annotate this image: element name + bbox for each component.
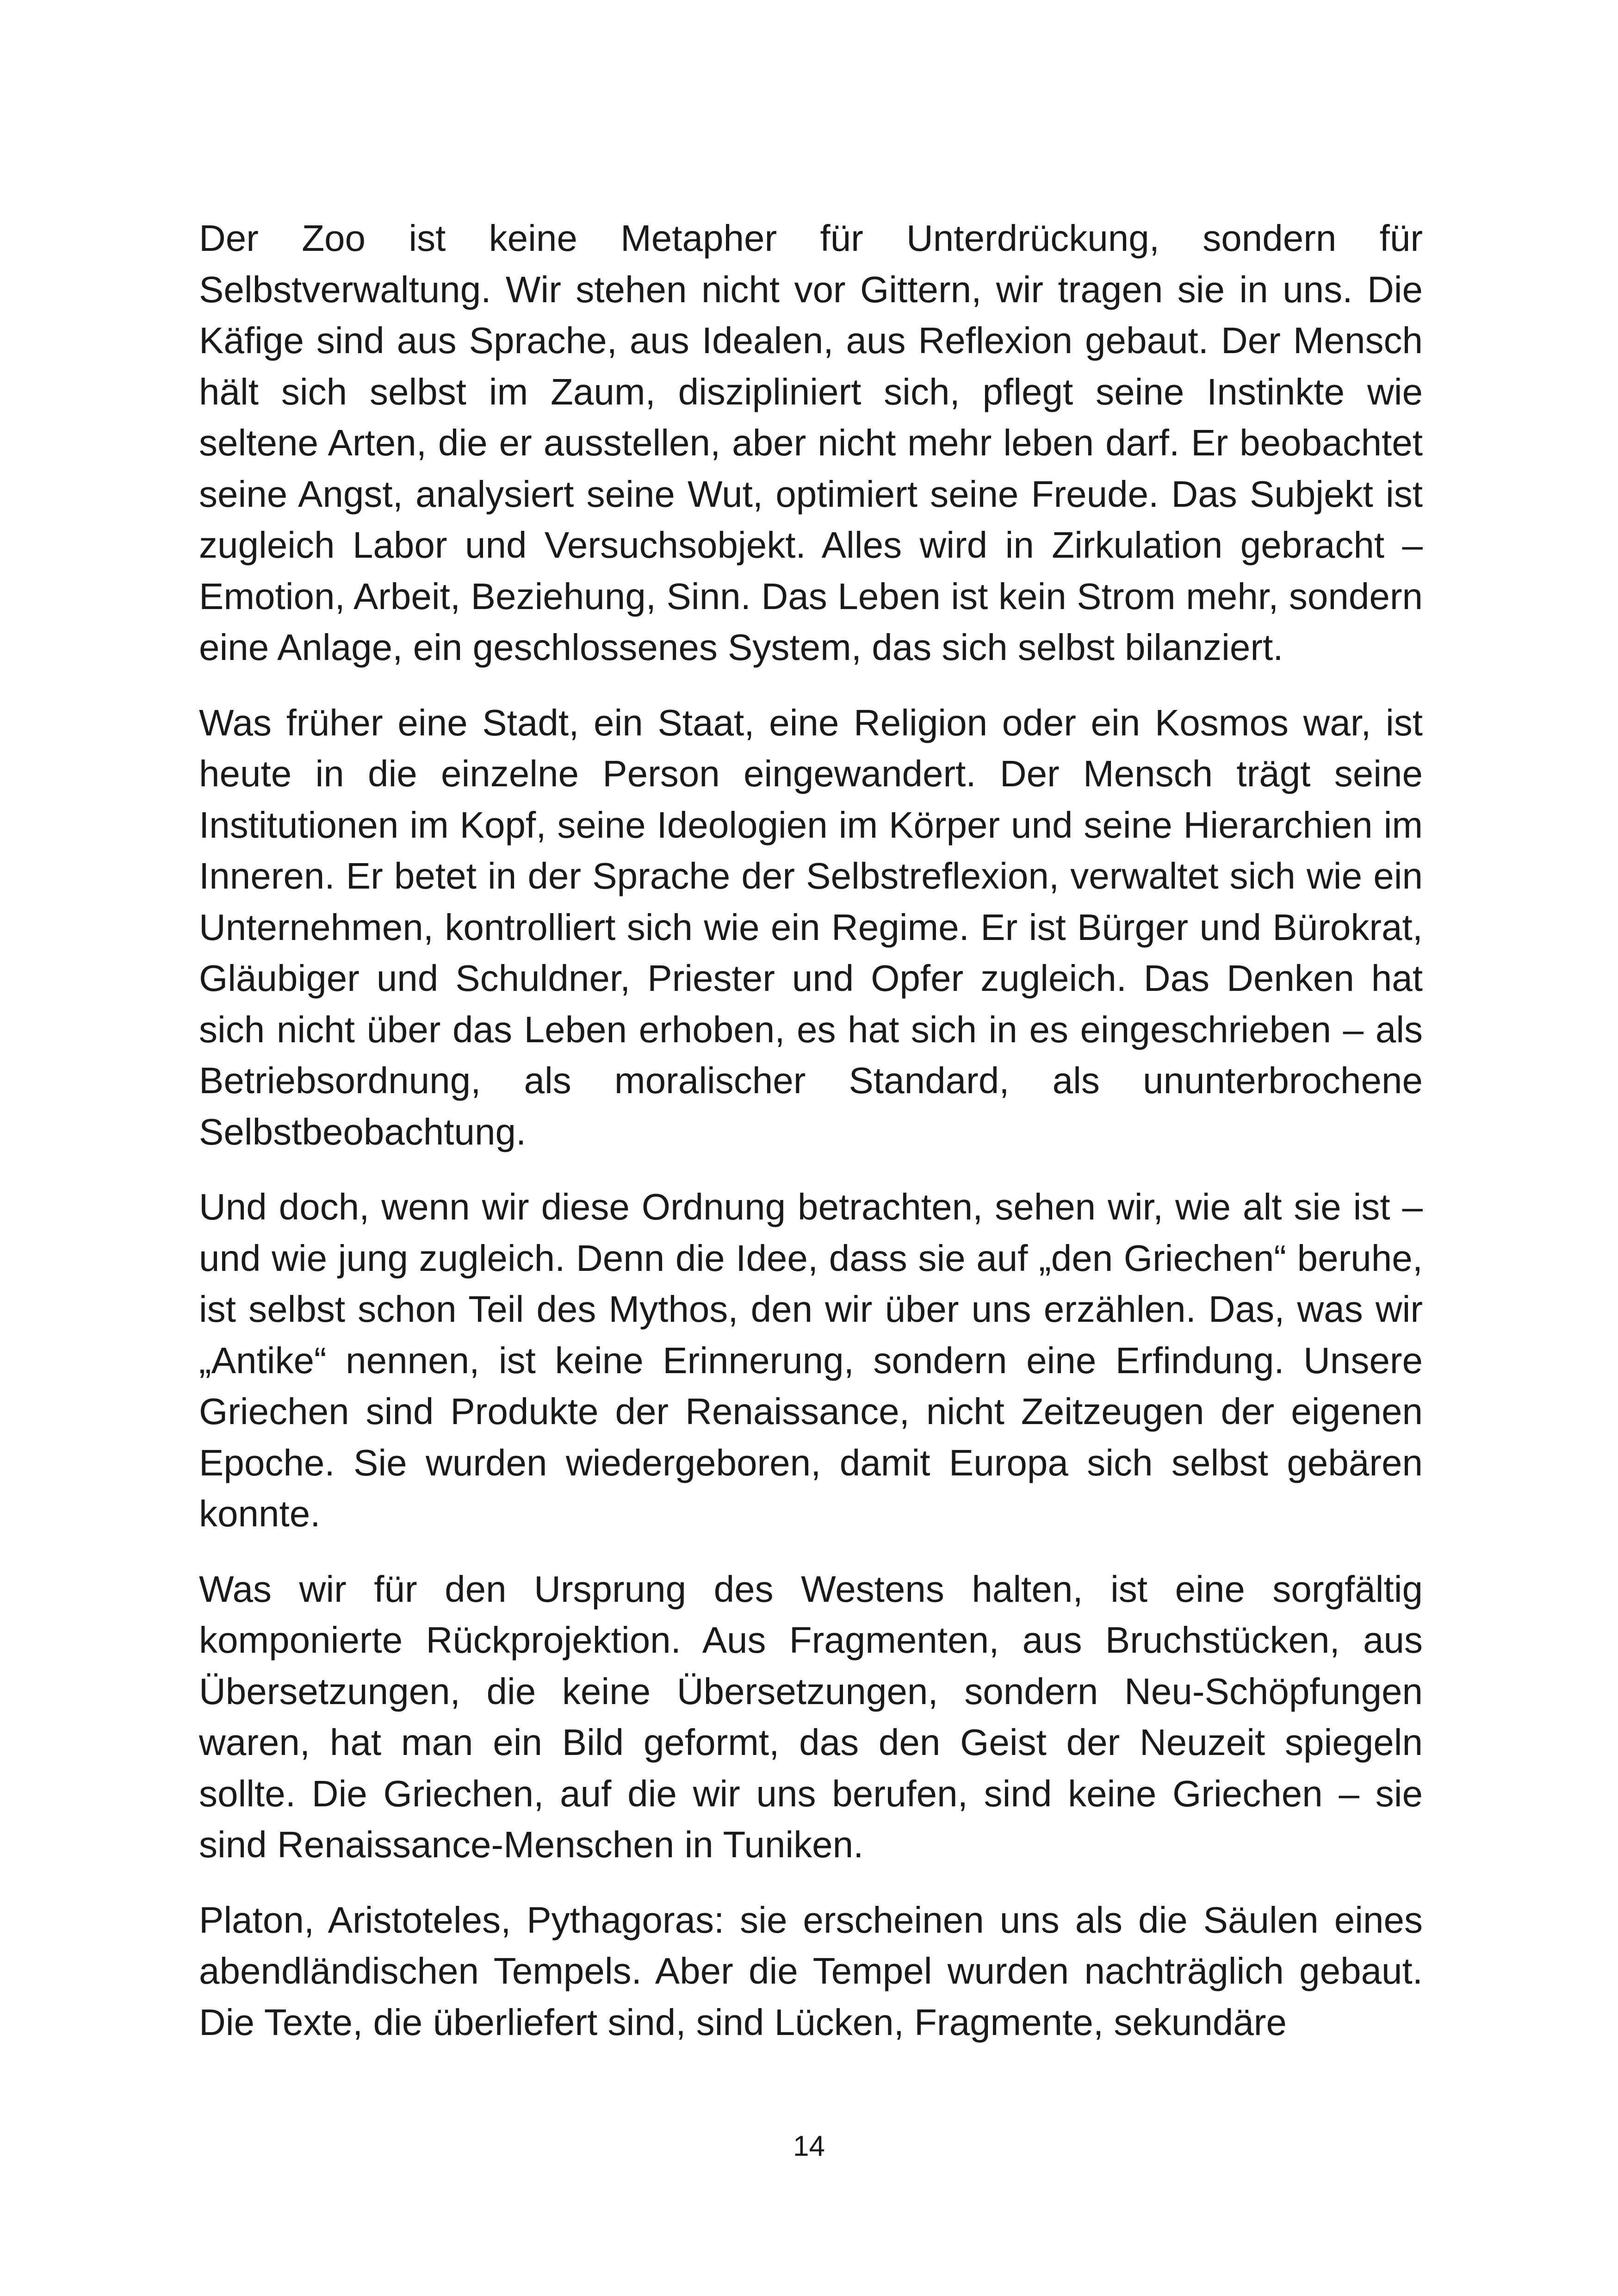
paragraph-1: Der Zoo ist keine Metapher für Unterdrückung, sondern für Selbstverwaltung. Wir stehen nicht vor Gittern, wir tragen sie in uns. Die Käfige sind aus Sprache, aus Idealen, aus Reflexion gebaut. Der Mensch hält sich selbst im Zaum, diszipliniert sich, pflegt seine Instinkte wie seltene Arten, die er ausstellen, aber nicht mehr leben darf. Er beobachtet seine Angst, analysiert seine Wut, optimiert seine Freude. Das Subjekt ist zugleich Labor und Versuchsobjekt. Alles wird in Zirkulation gebracht – Emotion, Arbeit, Beziehung, Sinn. Das Leben ist kein Strom mehr, sondern eine Anlage, ein geschlossenes System, das sich selbst bilanziert. [199, 218, 1423, 668]
body-text [199, 213, 1423, 2072]
paragraph-4: Was wir für den Ursprung des Westens halten, ist eine sorgfältig komponierte Rückprojektion. Aus Fragmenten, aus Bruchstücken, aus Übersetzungen, die keine Übersetzungen, sondern Neu-Schöpfungen waren, hat man ein Bild geformt, das den Geist der Neuzeit spiegeln sollte. Die Griechen, auf die wir uns berufen, sind keine Griechen – sie sind Renaissance-Menschen in Tuniken. [199, 1568, 1423, 1865]
page-number: 14 [793, 2130, 825, 2162]
paragraph-3: Und doch, wenn wir diese Ordnung betrachten, sehen wir, wie alt sie ist – und wie jung zugleich. Denn die Idee, dass sie auf „den Griechen“ beruhe, ist selbst schon Teil des Mythos, den wir über uns erzählen. Das, was wir „Antike“ nennen, ist keine Erinnerung, sondern eine Erfindung. Unsere Griechen sind Produkte der Renaissance, nicht Zeitzeugen der eigenen Epoche. Sie wurden wiedergeboren, damit Europa sich selbst gebären konnte. [199, 1186, 1423, 1534]
paragraph-2: Was früher eine Stadt, ein Staat, eine Religion oder ein Kosmos war, ist heute in die einzelne Person eingewandert. Der Mensch trägt seine Institutionen im Kopf, seine Ideologien im Körper und seine Hierarchien im Inneren. Er betet in der Sprache der Selbstreflexion, verwaltet sich wie ein Unternehmen, kontrolliert sich wie ein Regime. Er ist Bürger und Bürokrat, Gläubiger und Schuldner, Priester und Opfer zugleich. Das Denken hat sich nicht über das Leben erhoben, es hat sich in es eingeschrieben – als Betriebsordnung, als moralischer Standard, als ununterbrochene Selbstbeobachtung. [199, 702, 1423, 1152]
paragraph-5: Platon, Aristoteles, Pythagoras: sie erscheinen uns als die Säulen eines abendländischen Tempels. Aber die Tempel wurden nachträglich gebaut. Die Texte, die überliefert sind, sind Lücken, Fragmente, sekundäre [199, 1899, 1423, 2043]
